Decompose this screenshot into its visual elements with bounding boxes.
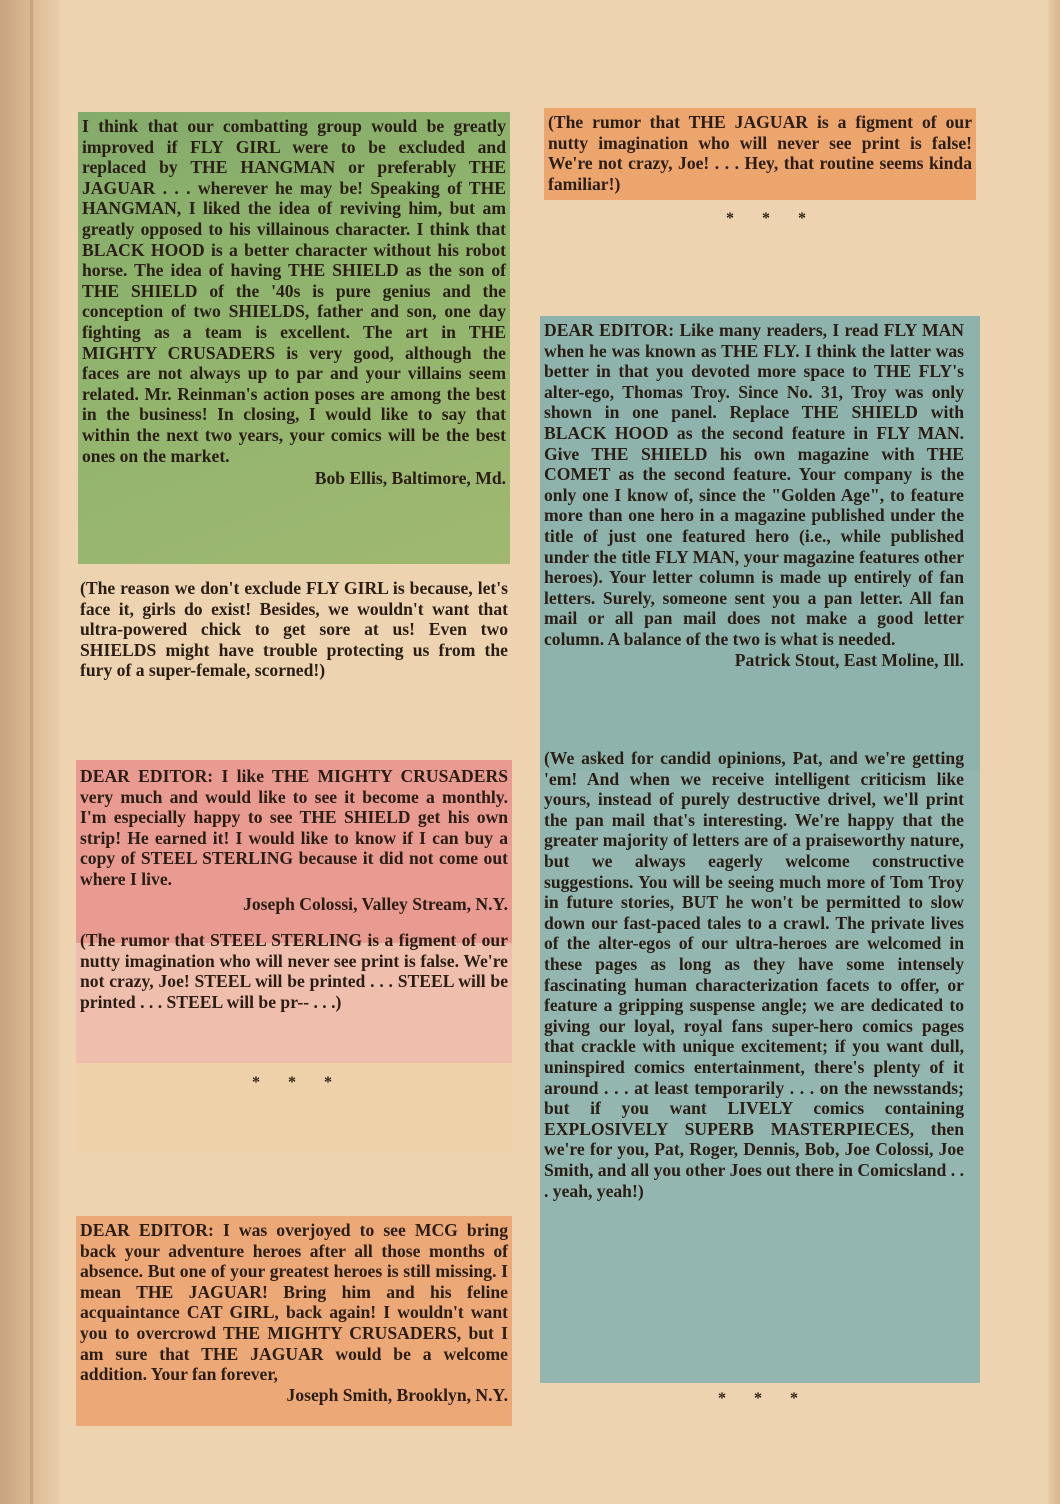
letter-signature: Bob Ellis, Baltimore, Md. (314, 468, 506, 489)
editor-reply: (We asked for candid opinions, Pat, and we're getting 'em! And when we receive intelligent criticism like yours, instead of purely destructive drivel, we'll print the pan mail that's interesting. We're happy that the greater majority of letters are of a praiseworthy nature, but we always eagerly welcome constructive suggestions. You will be seeing much more of Tom Troy in future stories, BUT he won't be permitted to slow down our fast-paced tales to a crawl. The private lives of the alter-egos of our ultra-heroes are welcomed in these pages as long as they have some intensely fascinating human characterization facets to offer, or feature a gripping suspense angle; we are dedicated to giving our loyal, royal fans super-hero comics pages that crackle with unique excitement; if you want dull, uninspired comics entertainment, there's plenty of it around . . . at least temporarily . . . on the newsstands; but if you want LIVELY comics containing EXPLOSIVELY SUPERB MASTERPIECES, then we're for you, Pat, Roger, Dennis, Bob, Joe Colossi, Joe Smith, and all you other Joes out there in Comicsland . . . yeah, yeah!) (544, 748, 964, 1201)
letter-body: DEAR EDITOR: I was overjoyed to see MCG bring back your adventure heroes after all those months of absence. But one of your greatest heroes is still missing. I mean THE JAGUAR! Bring him and his feline acquaintance CAT GIRL, back again! I wouldn't want you to overcrowd THE MIGHTY CRUSADERS, but I am sure that THE JAGUAR would be a welcome addition. Your fan forever, (80, 1220, 508, 1385)
letter-patrick-stout (544, 320, 964, 1201)
letter-bob-ellis (82, 116, 506, 489)
separator-stars: * * * (718, 1390, 810, 1407)
letter-joseph-colossi (80, 766, 508, 1013)
editor-reply: (The reason we don't exclude FLY GIRL is because, let's face it, girls do exist! Besides, we wouldn't want that ultra-powered chick to get sore at us! Even two SHIELDS might have trouble protecting us from the fury of a super-female, scorned!) (80, 578, 508, 681)
letter-signature: Joseph Smith, Brooklyn, N.Y. (286, 1384, 508, 1405)
letter-body: DEAR EDITOR: I like THE MIGHTY CRUSADERS very much and would like to see it become a monthly. I'm especially happy to see THE SHIELD get his own strip! He earned it! I would like to know if I can buy a copy of STEEL STERLING because it did not come out where I live. (80, 766, 508, 889)
letter-joseph-smith (80, 1220, 508, 1405)
reply-bob-ellis (80, 578, 508, 681)
separator-stars: * * * (726, 210, 818, 227)
page-right-edge (1048, 0, 1060, 1504)
editor-reply: (The rumor that STEEL STERLING is a figment of our nutty imagination who will never see print is false. We're not crazy, Joe! STEEL will be printed . . . STEEL will be printed . . . STEEL will be pr-- . . .) (80, 930, 508, 1012)
letter-signature: Joseph Colossi, Valley Stream, N.Y. (243, 893, 508, 914)
letter-body: DEAR EDITOR: Like many readers, I read FLY MAN when he was known as THE FLY. I think the latter was better in that you devoted more space to THE FLY's alter-ego, Thomas Troy. Since No. 31, Troy was only shown in one panel. Replace THE SHIELD with BLACK HOOD as the second feature in FLY MAN. Give THE SHIELD his own magazine with THE COMET as the second feature. Your company is the only one I know of, since the "Golden Age", to feature more than one hero in a magazine published under the title of just one featured hero (i.e., while published under the title FLY MAN, your magazine features other heroes). Your letter column is made up entirely of fan letters. Surely, someone sent you a pan letter. All fan mail or all pan mail does not make a good letter column. A balance of the two is what is needed. (544, 320, 964, 649)
reply-joseph-smith (548, 112, 972, 194)
editor-reply: (The rumor that THE JAGUAR is a figment of our nutty imagination who will never see print is false! We're not crazy, Joe! . . . Hey, that routine seems kinda familiar!) (548, 112, 972, 194)
page-binding-edge (0, 0, 60, 1504)
separator-stars: * * * (252, 1074, 344, 1091)
letter-signature: Patrick Stout, East Moline, Ill. (734, 649, 964, 670)
letter-body: I think that our combatting group would be greatly improved if FLY GIRL were to be excluded and replaced by THE HANGMAN or preferably THE JAGUAR . . . wherever he may be! Speaking of THE HANGMAN, I liked the idea of reviving him, but am greatly opposed to his villainous character. I think that BLACK HOOD is a better character without his robot horse. The idea of having THE SHIELD as the son of THE SHIELD of the '40s is pure genius and the conception of two SHIELDS, father and son, one day fighting as a team is excellent. The art in THE MIGHTY CRUSADERS is very good, although the faces are not always up to par and your villains seem related. Mr. Reinman's action poses are among the best in the business! In closing, I would like to say that within the next two years, your comics will be the best ones on the market. (82, 116, 506, 466)
